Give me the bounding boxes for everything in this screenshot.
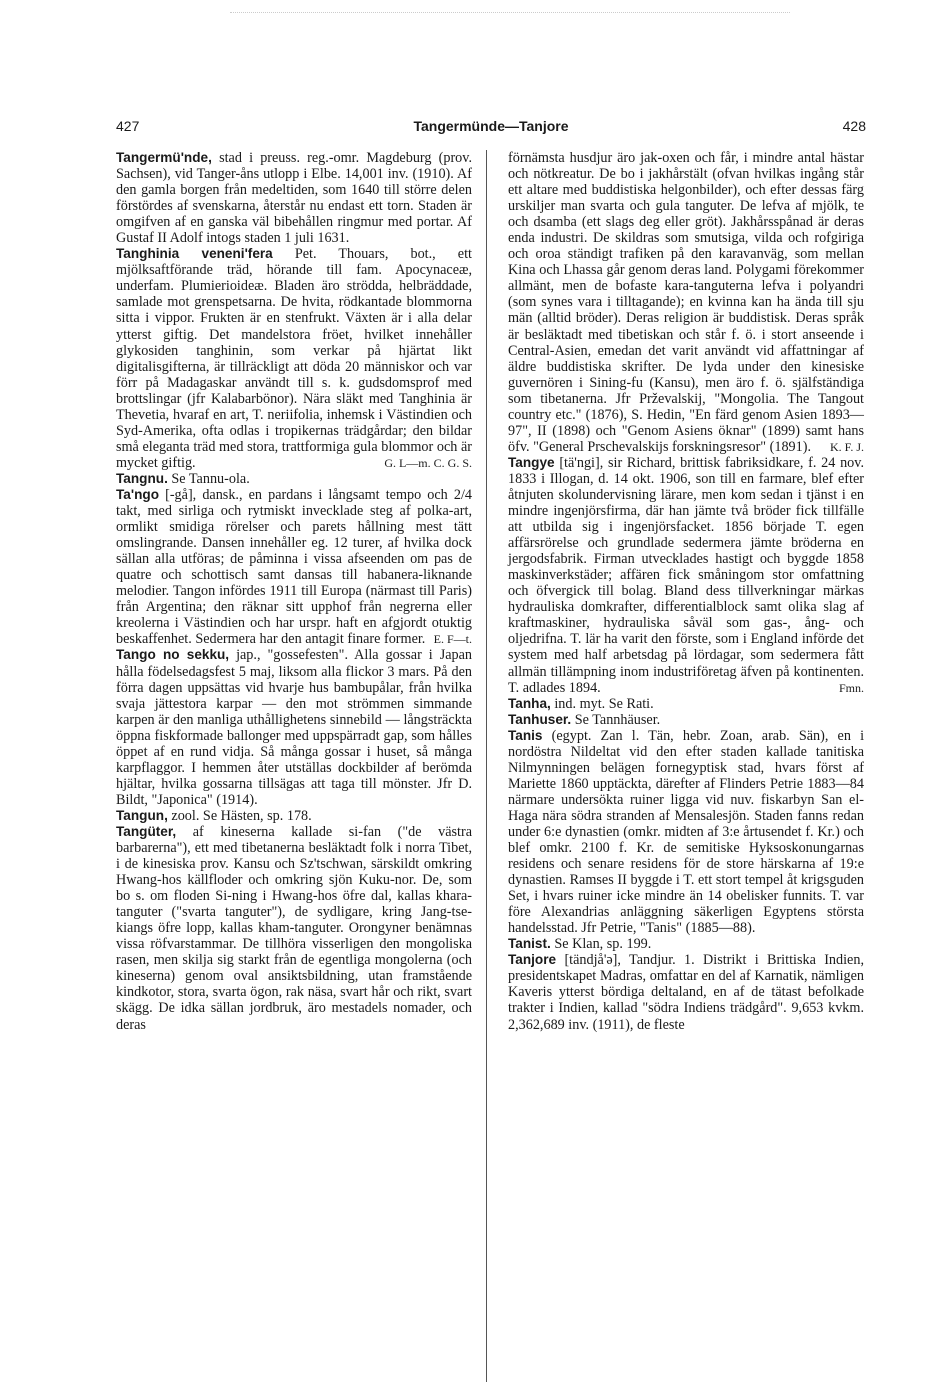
article-entry: [116, 150, 472, 246]
author-signature: E. F—t.: [433, 632, 472, 647]
article-entry: [508, 712, 864, 728]
headword: Tangye: [508, 454, 555, 470]
headword: Tangermü'nde,: [116, 150, 212, 165]
headword: Tanghinia veneni'fera: [116, 246, 273, 262]
headword: Tanist.: [508, 936, 551, 952]
entry-text: (egypt. Zan l. Tän, hebr. Zoan, arab. Sän), en i nordöstra Nildeltat vid den efter staden kallade tanitiska Nilmynningen belägen fornegyptisk stad, hvars först af Mariette 1860 upptäckta, därefter af Flinders Petrie 1883—84 närmare undersökta ruiner ligga vid nuv. fiskarbyn San el-Haga nära södra stranden af Mensalesjön. Staden fanns redan under 6:e dynastien (omkr. midten af 3:e årtusendet f. Kr.) och blef omkr. 2100 f. Kr. de semitiske Hyksoskonungarnas residens och senare residens för de store härskarna af 19:e dynastien. Ramses II byggde i T. ett stort tempel åt krigsguden Set, i hvars ruiner icke mindre än 14 obelisker funnits. T. var före Alexandrias anläggning säkerligen Egyptens största handelsstad. Jfr Petrie, "Tanis" (1885—88).: [508, 727, 865, 937]
entry-text: Se Tannu-ola.: [171, 470, 250, 487]
page-title: Tangermünde—Tanjore: [413, 118, 569, 134]
entry-text: jap., "gossefesten". Alla gossar i Japan hålla födelsedagsfest 5 maj, liksom alla flickor 3 mars. På den förra dagen uppsättas vid hvarje hus bambupålar, från hvilka svaja jättestora karpar — den mot strömmen simmande karpen är den manliga uthållighetens sinnebild — långsträckta öppna fiskformade ballonger med uppspärradt gap, som hålles öppet af en rund vidja. Så många gossar i huset, så många karpflaggor. I hemmen åter utställas dockbilder af berömda hjältar, hvilka gossarna tillsägas att taga till mönster. Jfr D. Bildt, "Japonica" (1914).: [116, 647, 472, 808]
column-divider: [486, 150, 487, 1382]
article-entry: [116, 808, 472, 824]
headword: Tango no sekku,: [116, 647, 230, 663]
headword: Tanjore: [508, 952, 557, 968]
article-entry: [508, 936, 864, 952]
headword: Tanha,: [508, 695, 551, 711]
entry-text: Se Tannhäuser.: [574, 711, 661, 728]
scan-artifact-line: [230, 12, 790, 14]
article-entry: [508, 150, 864, 455]
headword: Tanhuser.: [508, 711, 572, 727]
page-header: [116, 118, 866, 138]
headword: Tanis: [508, 727, 543, 743]
headword: Tangun,: [116, 807, 168, 823]
right-column: [508, 150, 864, 1033]
article-entry: [116, 246, 472, 471]
entry-text: stad i preuss. reg.-omr. Magdeburg (prov. Sachsen), vid Tanger-åns utlopp i Elbe. 14,001 inv. (1910). Af den gamla borgen från medeltiden, som 1640 till större delen förstördes af svenskarna, återstår nu endast ett torn. Staden är omgifven af en ganska väl bibehållen ringmur med portar. Af Gustaf II Adolf intogs staden 1 juli 1631.: [116, 150, 472, 247]
page-number-right: 428: [842, 118, 866, 134]
entry-text: [tä'ngi], sir Richard, brittisk fabriksidkare, f. 24 nov. 1833 i Illogan, d. 14 okt. 1906, son till en farmare, blef efter åtnjuten skolundervisning lärare, men kom sedan i tjänst i en mindre ingenjörsfirma, där han jämte två bröder fick tillfälle att utbilda sig i ingenjörsfacket. 1856 började T. egen affärsrörelse och grundlade sedermera jämte bröderna en jergodsfabrik. Firman utvecklades hastigt och byggde 1858 maskinverkstäder; affären fick småningom stor omfattning och öfvergick till bolag. Bland dess tillverkningar märkas hydrauliska domkrafter, differentialblock samt olika slag af kraftmaskiner, hydrauliska såväl som gas-, ång- och oljedrifna. T. lär ha varit den förste, som i England införde det system med half arbetsdag på lördagar, som sedermera fått allmän tillämpning inom industriföretag äfven på kontinenten. T. adlades 1894.: [508, 454, 864, 696]
entry-text: förnämsta husdjur äro jak-oxen och får, i mindre antal hästar och nötkreatur. De bo i jakhårstält (ofvan hvilkas ingång står ett altare med buddistiska helgonbilder), och efter dessas färg urskiljer man svarta och gula tanguter. De lefva af mjölk, te och dsamba (ett slags deg eller gröt). Jakhårsspånad är deras enda industri. De skildras som smutsiga, vilda och rofgiriga och oroa ständigt trafiken på den karavanväg, som mellan Kina och Lhassa går genom deras land. Polygami förekommer allmänt, men de bofaste kara-tanguterna lefva i polyandri (som synes vara i tilltagande); en kvinna kan ha ända till sju män (alltid bröder). Deras religion är buddistisk. Deras språk är besläktadt med tibetiskan och står f. ö. i stort anseende i Central-Asien, emedan det varit användt vid affattningar af äldre buddistiska skrifter. De lyda under den kinesiske guvernören i Sining-fu (Kansu), men äro f. ö. själfständiga som tibetanerna. Jfr Prževalskij, "Mongolia. The Tangout country etc." (1876), S. Hedin, "En färd genom Asien 1893—97", II (1898) och "Genom Asiens öknar" (1899) samt hans öfv. "General Prschevalskijs forskningsresor" (1891).: [508, 150, 864, 455]
article-entry: [508, 952, 864, 1032]
left-column: [116, 150, 472, 1033]
entry-text: [tändjå'ə], Tandjur. 1. Distrikt i Brittiska Indien, presidentskapet Madras, omfattar en del af Karnatik, nämligen Kaveris ytterst bördiga deltaland, en af de tätast befolkade trakter i Indien, kallad "södra Indiens trädgård". 9,653 kvkm. 2,362,689 inv. (1911), de fleste: [508, 952, 864, 1033]
author-signature: Fmn.: [838, 680, 864, 695]
entry-text: af kineserna kallade si-fan ("de västra barbarerna"), ett med tibetanerna besläktadt folk i norra Tibet, i de kinesiska prov. Kansu och Sz'tschwan, särskildt omkring Hwang-hos källfloder och omkring sjön Kuku-nor. De, som bo s. om floden Si-ning i Hwang-hos öfre dal, kallas khara-tanguter ("svarta tanguter"), de sydligare, kring Jang-tse-kiangs öfre lopp, kallas kham-tanguter. Orongyner benämnas vissa röfvarstammar. De tillhöra visserligen den mongoliska rasen, men skilja sig starkt från de egentliga mongolerna (och kineserna) genom oval ansiktsbildning, utan framstående kindkotor, stora, svarta ögon, rak näsa, svart hår och rikt, svart skägg. De idka sällan jordbruk, äro mestadels nomader, och deras: [116, 823, 473, 1033]
entry-text: Se Klan, sp. 199.: [554, 936, 652, 953]
article-entry: [508, 455, 864, 696]
article-entry: [116, 471, 472, 487]
headword: Tangüter,: [116, 823, 177, 839]
page-number-left: 427: [116, 118, 140, 134]
entry-text: [-gå], dansk., en pardans i långsamt tempo och 2/4 takt, med sirliga och rytmiskt invecklade steg af polka-art, ormlikt smidiga rörelser och parets hållning mest tätt omslingrande. Dansen innehåller eg. 12 turer, af hvilka dock sällan alla utföras; de påminna i vissa afseenden om pas de quatre och schottisch samt dansas till habanera-liknande melodier. Tangon infördes 1911 till Europa (närmast till Paris) från Argentina; den räknar sitt upphof från negrerna eller kreolerna i Västindien och har urspr. haft en afgjordt otuktig beskaffenhet. Sedermera har den antagit finare former.: [116, 486, 472, 648]
article-entry: [508, 728, 864, 937]
entry-text: Pet. Thouars, bot., ett mjölksaftförande träd, hörande till fam. Apocynaceæ, underfam. Plumierioideæ. Bladen äro strödda, helbräddade, samlade mot grenspetsarna. De hvita, rödkantade blommorna sitta i vippor. Frukten är en stenfrukt. Växten är i alla delar ytterst giftig. Det mandelstora fröet, hvilket innehåller glykosiden tanghinin, som verkar på hjärtat likt digitalisgifterna, är tillräckligt att döda 20 människor och var förr på Madagaskar användt till s. k. gudsdomsprof med brottslingar (jfr Kalabarbönor). Nära släkt med Tanghinia är Thevetia, hvaraf en art, T. neriifolia, inhemsk i Västindien och Syd-Amerika, ofta odlas i tropikernas trädgårdar; den bildar små eleganta träd med stora, trattformiga gula blommor och är mycket giftig.: [116, 246, 472, 471]
entry-text: ind. myt. Se Rati.: [554, 695, 654, 712]
entry-text: zool. Se Hästen, sp. 178.: [171, 807, 312, 824]
article-entry: [508, 696, 864, 712]
author-signature: K. F. J.: [829, 439, 864, 454]
article-entry: [116, 647, 472, 807]
article-entry: [116, 487, 472, 647]
headword: Tangnu.: [116, 470, 168, 486]
author-signature: G. L—m. C. G. S.: [384, 455, 472, 470]
article-entry: [116, 824, 472, 1033]
headword: Ta'ngo: [116, 486, 159, 502]
